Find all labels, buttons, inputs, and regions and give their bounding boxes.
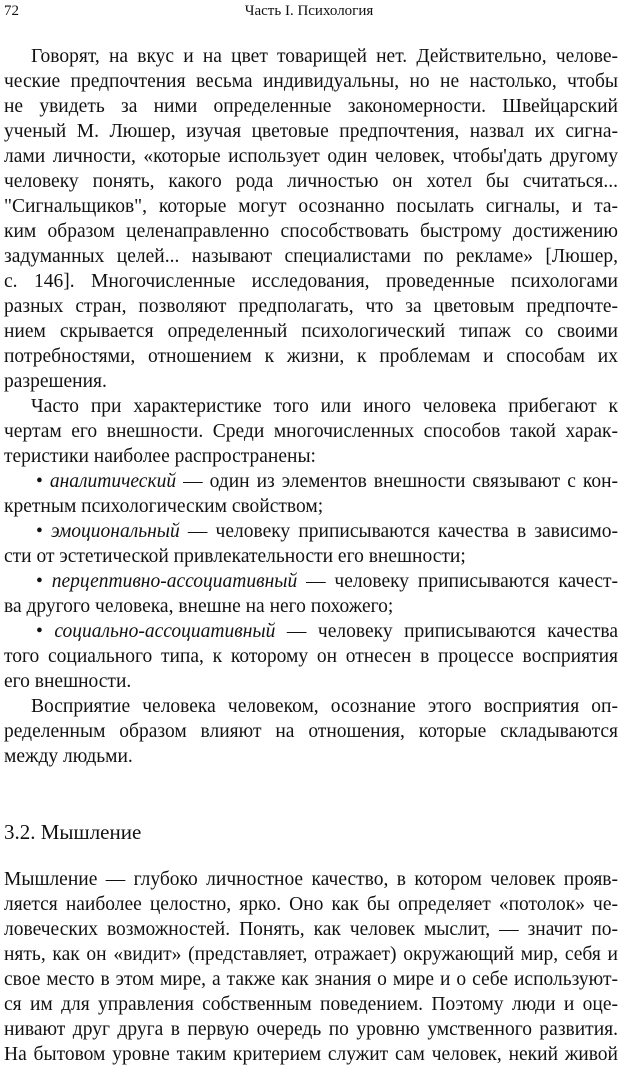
paragraph-line: ловеческих возможностей. Понять, как человек мыслит, — значит по- [4,919,618,940]
paragraph-line: ким образом целенаправленно способствовать быстрому достижению [4,221,618,242]
bullet-marker: • [36,471,50,492]
paragraph-line: задуманных целей... называют специалистами по рекламе» [Люшер, [4,246,618,267]
paragraph-line: человеку понять, какого рода личностью он хотел бы считаться... [4,171,618,192]
paragraph-line: ределенным образом влияют на отношения, которые складываются [4,721,618,742]
bullet-marker: • [36,571,52,592]
body-text [4,44,618,1067]
paragraph-line: чертам его внешности. Среди многочисленных способов такой харак- [4,421,618,442]
paragraph-line: Мышление — глубоко личностное качество, в котором человек прояв- [4,869,618,890]
page-header [4,3,614,25]
paragraph-line: "Сигнальщиков", которые могут осознанно посылать сигналы, и та- [4,196,618,217]
paragraph-line: разрешения. [4,371,107,392]
paragraph-line: между людьми. [4,746,133,767]
bullet-list [4,469,618,694]
bullet-item [4,619,618,644]
paragraph-line: не увидеть за ними определенные закономерности. Швейцарский [4,96,618,117]
bullet-term: эмоциональный [50,521,180,542]
section-gap [4,769,618,817]
page-number: 72 [4,3,19,19]
bullet-continuation: его внешности. [4,671,132,692]
paragraph-line: На бытовом уровне таким критерием служит сам человек, некий живой [4,1044,618,1065]
paragraph-line: с. 146]. Многочисленные исследования, проведенные психологами [4,271,618,292]
bullet-marker: • [36,621,55,642]
bullet-text: — человеку приписываются качества в зависимо- [187,521,618,542]
bullet-item [4,569,618,594]
bullet-continuation: сти от эстетической привлекательности его внешности; [4,546,466,567]
section-heading: 3.2. Мышление [4,820,142,844]
paragraph-line: ся им для управления собственным поведением. Поэтому люди и оце- [4,994,618,1015]
bullet-item [4,469,618,494]
bullet-term: аналитический [49,471,177,492]
paragraph-line: Восприятие человека человеком, осознание этого восприятия оп- [31,696,618,717]
paragraph-line: лами личности, «которые использует один человек, чтобы'дать другому [4,146,618,167]
closing-paragraph [4,694,618,769]
paragraph-line: нием скрывается определенный психологический типаж со своими [4,321,618,342]
paragraph-line: Часто при характеристике того или иного человека прибегают к [31,396,618,417]
bullet-marker: • [36,521,51,542]
paragraph-line: теристики наиболее распространены: [4,446,316,467]
paragraph-line: нять, как он «видит» (представляет, отражает) окружающий мир, себя и [4,944,618,965]
bullet-text: — человеку приписываются качест- [306,571,618,592]
section-color-preferences [4,44,618,469]
paragraph-line: ческие предпочтения весьма индивидуальны, но не настолько, чтобы [4,71,618,92]
bullet-continuation: того социального типа, к которому он отнесен в процессе восприятия [4,646,618,667]
bullet-term: перцептивно-ассоциативный [51,571,298,592]
bullet-item [4,519,618,544]
bullet-continuation: ва другого человека, внешне на него похожего; [4,596,394,617]
paragraph-line: нивают друг друга в первую очередь по уровню умственного развития. [4,1019,618,1040]
running-title: Часть I. Психология [244,3,374,19]
bullet-term: социально-ассоциативный [54,621,276,642]
paragraph-line: Говорят, на вкус и на цвет товарищей нет. Действительно, челове- [31,46,618,67]
bullet-text: — один из элементов внешности связывают с кон- [183,471,618,492]
paragraph-line: ученый М. Люшер, изучая цветовые предпочтения, назвал их сигна- [4,121,618,142]
paragraph-line: потребностями, отношением к жизни, к проблемам и способам их [4,346,618,367]
paragraph-line: свое место в этом мире, а также как знания о мире и о себе используют- [4,969,618,990]
paragraph-line: ляется наиболее целостно, ярко. Оно как бы определяет «потолок» че- [4,894,618,915]
paragraph-line: разных стран, позволяют предполагать, что за цветовым предпочте- [4,296,618,317]
heading-gap [4,847,618,867]
section-thinking [4,867,618,1067]
bullet-continuation: кретным психологическим свойством; [4,496,324,517]
bullet-text: — человеку приписываются качества [286,621,618,642]
